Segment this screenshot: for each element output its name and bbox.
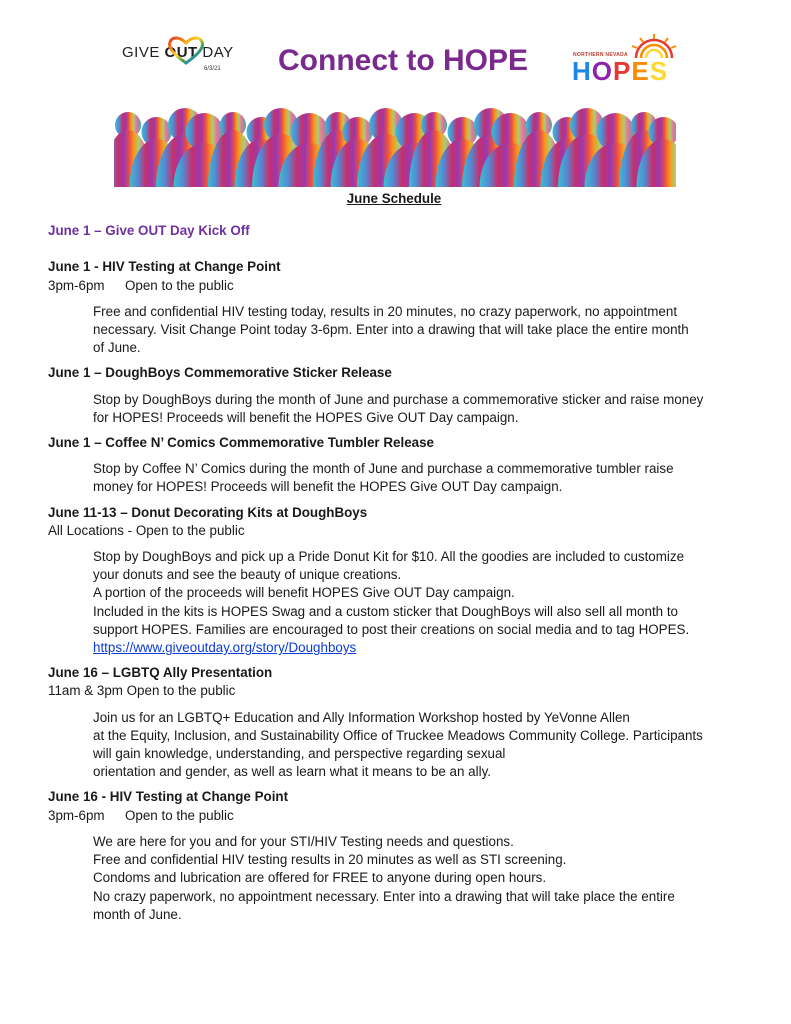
event-description xyxy=(93,709,748,782)
hopes-letter: O xyxy=(591,56,614,86)
event-item xyxy=(48,664,748,781)
hopes-letters xyxy=(572,56,668,86)
description-line: for HOPES! Proceeds will benefit the HOPES Give OUT Day campaign. xyxy=(93,409,519,425)
description-line: of June. xyxy=(93,340,141,356)
event-description xyxy=(93,303,748,358)
event-description xyxy=(93,833,748,924)
hopes-logo xyxy=(570,32,680,86)
hopes-letter: S xyxy=(649,56,669,86)
description-line: necessary. Visit Change Point today 3-6pm. Enter into a drawing that will take place the entire month xyxy=(93,322,689,338)
description-line: Free and confidential HIV testing results in 20 minutes as well as STI screening. xyxy=(93,852,567,868)
event-item xyxy=(48,434,748,497)
event-item xyxy=(48,504,748,658)
description-line: Condoms and lubrication are offered for FREE to anyone during open hours. xyxy=(93,870,547,886)
description-line: Free and confidential HIV testing today, results in 20 minutes, no crazy paperwork, no appointment xyxy=(93,303,678,319)
hopes-subtitle: NORTHERN NEVADA xyxy=(573,52,628,58)
description-line: We are here for you and for your STI/HIV Testing needs and questions. xyxy=(93,833,514,849)
description-line: orientation and gender, as well as learn what it means to be an ally. xyxy=(93,764,491,780)
event-list xyxy=(48,258,748,924)
event-time: 3pm-6pm xyxy=(48,277,105,293)
description-line: Stop by DoughBoys and pick up a Pride Donut Kit for $10. All the goodies are included to customize xyxy=(93,549,685,565)
hopes-letter: H xyxy=(572,56,592,86)
event-time: 3pm-6pm xyxy=(48,807,105,823)
description-line: money for HOPES! Proceeds will benefit the HOPES Give OUT Day campaign. xyxy=(93,479,563,495)
event-note: Open to the public xyxy=(125,807,234,823)
event-heading: June 16 – LGBTQ Ally Presentation xyxy=(48,665,273,681)
page-title: Connect to HOPE xyxy=(278,44,529,77)
event-time-line xyxy=(48,277,748,295)
event-heading: June 16 - HIV Testing at Change Point xyxy=(48,789,289,805)
event-heading: June 1 - HIV Testing at Change Point xyxy=(48,259,281,275)
give-out-day-date: 6/3/21 xyxy=(204,66,221,72)
hopes-letter: P xyxy=(613,56,632,86)
event-subline: 11am & 3pm Open to the public xyxy=(48,683,236,699)
schedule-content xyxy=(48,190,748,931)
event-note: Open to the public xyxy=(125,277,234,293)
people-silhouettes-banner xyxy=(114,95,676,187)
event-description xyxy=(93,391,748,427)
doughboys-story-link[interactable]: https://www.giveoutday.org/story/Doughboys xyxy=(93,640,357,656)
event-item xyxy=(48,788,748,923)
event-heading: June 1 – Coffee N’ Comics Commemorative Tumbler Release xyxy=(48,435,434,451)
description-line: your donuts and see the beauty of unique creations. xyxy=(93,567,402,583)
event-item xyxy=(48,364,748,427)
hopes-letter: E xyxy=(631,56,650,86)
description-line: Join us for an LGBTQ+ Education and Ally Information Workshop hosted by YeVonne Allen xyxy=(93,709,630,725)
description-line: support HOPES. Families are encouraged to post their creations on social media and to tag HOPES. xyxy=(93,621,690,637)
give-out-day-logo xyxy=(122,40,242,82)
description-line: will gain knowledge, understanding, and perspective regarding sexual xyxy=(93,746,506,762)
event-time-line xyxy=(48,807,748,825)
event-description xyxy=(93,460,748,496)
hopes-wordmark xyxy=(572,58,668,84)
description-line: No crazy paperwork, no appointment necessary. Enter into a drawing that will take place the entire xyxy=(93,888,675,904)
event-description xyxy=(93,548,748,657)
event-subline: All Locations - Open to the public xyxy=(48,522,245,538)
header xyxy=(0,0,791,190)
description-line: Stop by Coffee N’ Comics during the month of June and purchase a commemorative tumbler raise xyxy=(93,461,674,477)
out-word: OUT xyxy=(164,44,198,61)
kickoff-heading: June 1 – Give OUT Day Kick Off xyxy=(48,223,250,239)
description-line: month of June. xyxy=(93,906,182,922)
description-line: Included in the kits is HOPES Swag and a custom sticker that DoughBoys will also sell all month to xyxy=(93,603,678,619)
schedule-title: June Schedule xyxy=(346,191,442,206)
description-line: Stop by DoughBoys during the month of June and purchase a commemorative sticker and raise money xyxy=(93,391,704,407)
event-heading: June 11-13 – Donut Decorating Kits at DoughBoys xyxy=(48,504,368,520)
event-item xyxy=(48,258,748,357)
rainbow-heart-icon xyxy=(166,34,206,66)
event-heading: June 1 – DoughBoys Commemorative Sticker Release xyxy=(48,365,392,381)
give-word: GIVE xyxy=(122,44,160,61)
description-line: at the Equity, Inclusion, and Sustainability Office of Truckee Meadows Community College. Participants xyxy=(93,727,703,743)
description-line: A portion of the proceeds will benefit HOPES Give OUT Day campaign. xyxy=(93,585,515,601)
day-word: DAY xyxy=(202,44,234,61)
